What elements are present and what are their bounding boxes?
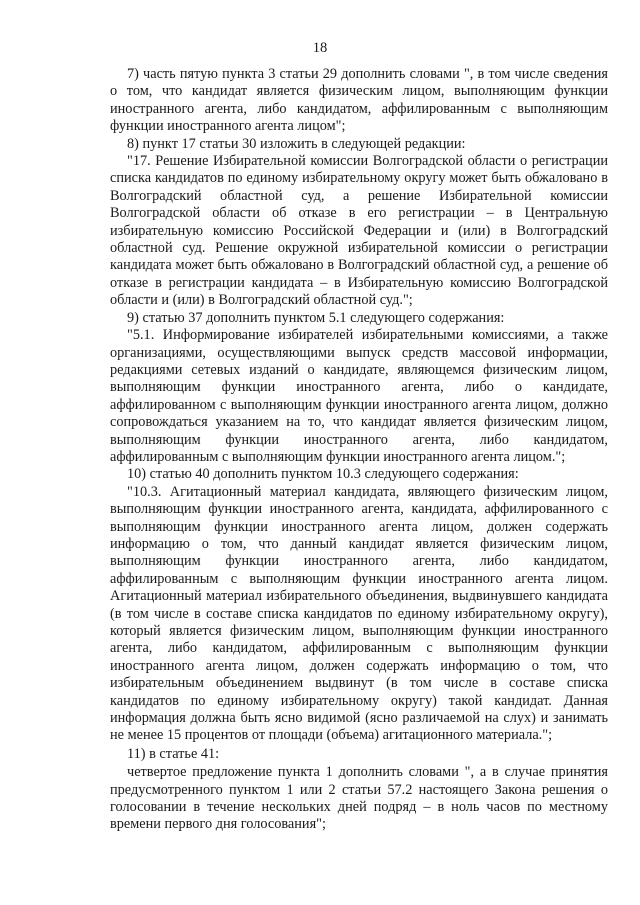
paragraph-item-9: 9) статью 37 дополнить пунктом 5.1 следующего содержания:: [127, 309, 505, 326]
paragraph-item-10: 10) статью 40 дополнить пунктом 10.3 следующего содержания:: [127, 466, 519, 483]
paragraph-article-40-text: "10.3. Агитационный материал кандидата, являющего физическим лицом, выполняющим функции иностранного агента, кандидата, аффилированного с выполняющим функции иностранного агента лицом, должен содержать информацию о том, что данный кандидат является физическим лицом, выполняющим функции иностранного агента, либо кандидатом, аффилированным с выполняющим функции иностранного агента лицом. Агитационный материал избирательного объединения, выдвинувшего кандидата (в том числе в составе списка кандидатов по единому избирательному округу), который является физическим лицом, выполняющим функции иностранного агента, либо кандидатом, аффилированным с выполняющим функции иностранного агента лицом, должен содержать информацию о том, что избирательным объединением выдвинут (в том числе в составе списка кандидатов по единому избирательному округу) такой кандидат. Данная информация должна быть ясно видимой (ясно различаемой на слух) и занимать не менее 15 процентов от площади (объема) агитационного материала.";: [110, 483, 608, 744]
paragraph-article-37-text: "5.1. Информирование избирателей избирательными комиссиями, а также организациями, осуществляющими выпуск средств массовой информации, редакциями сетевых изданий о кандидате, являющемся физическим лицом, выполняющим функции иностранного агента, либо о кандидате, аффилированном с выполняющим функции иностранного агента лицом, должно сопровождаться указанием на то, что кандидат является физическим лицом, выполняющим функции иностранного агента, либо кандидатом, аффилированным с выполняющим функции иностранного агента лицом.";: [110, 327, 608, 465]
paragraph-item-11: 11) в статье 41:: [127, 745, 220, 762]
paragraph-article-30-text: "17. Решение Избирательной комиссии Волгоградской области о регистрации списка кандидатов по единому избирательному округу может быть обжаловано в Волгоградский областной суд, а решение Избирательной комиссии Волгоградской области об отказе в его регистрации – в Центральную избирательную комиссию Российской Федерации и (или) в Волгоградский областной суд. Решение окружной избирательной комиссии о регистрации кандидата может быть обжаловано в Волгоградский областной суд, а решение об отказе в регистрации кандидата – в Избирательную комиссию Волгоградской области и (или) в Волгоградский областной суд.";: [110, 153, 608, 309]
paragraph-item-7: 7) часть пятую пункта 3 статьи 29 дополнить словами ", в том числе сведения о том, что кандидат является физическим лицом, выполняющим функции иностранного агента, либо кандидатом, аффилированным с выполняющим функции иностранного агента лицом";: [110, 66, 608, 135]
page-number: 18: [312, 40, 328, 56]
paragraph-article-41-text: четвертое предложение пункта 1 дополнить словами ", а в случае принятия предусмотренного пунктом 1 или 2 статьи 57.2 настоящего Закона решения о голосовании в течение нескольких дней подряд – в ноль часов по местному времени первого дня голосования";: [110, 764, 608, 833]
paragraph-item-8: 8) пункт 17 статьи 30 изложить в следующей редакции:: [127, 135, 466, 152]
document-body: [110, 66, 608, 834]
